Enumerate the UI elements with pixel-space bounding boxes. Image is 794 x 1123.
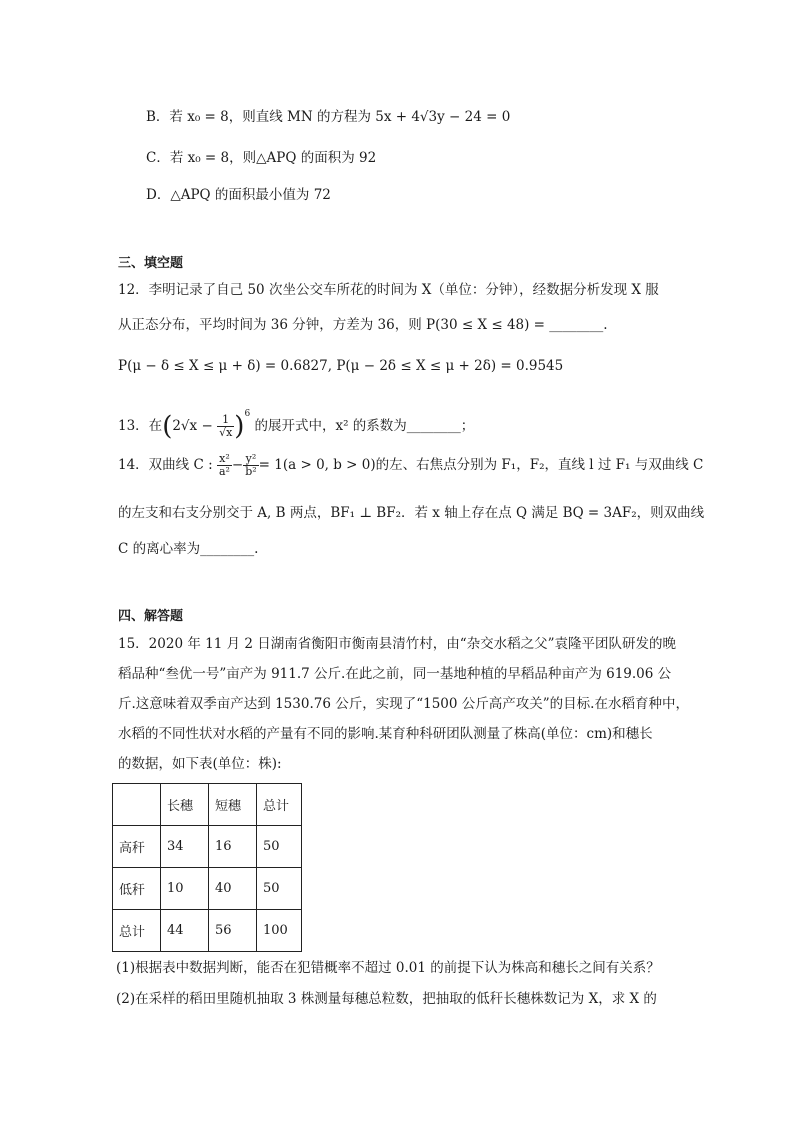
q13-prefix: 13．在: [118, 418, 163, 434]
table-cell: 高秆: [113, 826, 161, 868]
q13-fraction-den: √x: [219, 426, 233, 439]
table-row: [113, 868, 302, 910]
q14-fraction-y: [243, 453, 258, 478]
q14-line1: 14．双曲线 C : $\frac{\text{x²}}{\text{a²}}$ − $\frac{\text{y²}}{\text{b²}}$ = 1(a > 0, b > 0)的左、右焦点分别为 F₁，F₂，直线 l 过 F₁ 与双曲线 C: [118, 452, 704, 478]
q15-line1: 15．2020 年 11 月 2 日湖南省衡阳市衡南县清竹村，由“杂交水稻之父”袁隆平团队研发的晚: [118, 636, 677, 652]
q13: 13．在(2√x − $\frac{1}{√x}$ )$^6$ 的展开式中，x² 的系数为________；: [118, 409, 475, 442]
table-cell: 总计: [113, 910, 161, 952]
table-cell: 56: [209, 910, 257, 952]
table-cell: 44: [161, 910, 209, 952]
q15-line3: 斤.这意味着双季亩产达到 1530.76 公斤，实现了“1500 公斤高产攻关”的目标.在水稻育种中，: [118, 696, 689, 712]
q12-line3: P(μ − δ ≤ X ≤ μ + δ) = 0.6827, P(μ − 2δ ≤ X ≤ μ + 2δ) = 0.9545: [118, 358, 564, 374]
table-cell: 10: [161, 868, 209, 910]
table-row: [113, 826, 302, 868]
q13-fraction-num: 1: [217, 414, 234, 427]
section-title-answer: 四、解答题: [118, 609, 184, 624]
q13-suffix: 的展开式中，x² 的系数为________；: [254, 418, 475, 434]
table-cell: 50: [257, 826, 302, 868]
table-row: [113, 910, 302, 952]
q12-line1: 12．李明记录了自己 50 次坐公交车所花的时间为 X（单位：分钟），经数据分析发现 X 服: [118, 282, 659, 298]
q15-part1: (1)根据表中数据判断，能否在犯错概率不超过 0.01 的前提下认为株高和穗长之间有关系？: [116, 960, 660, 976]
q13-fraction: [217, 414, 234, 439]
q14-fraction-x: [217, 453, 232, 478]
table-cell: 低秆: [113, 868, 161, 910]
option-b: B．若 x₀ = 8，则直线 MN 的方程为 5x + 4√3y − 24 = 0: [146, 109, 511, 125]
q14-line1-prefix: 14．双曲线 C :: [118, 457, 213, 473]
q15-line2: 稻品种“叁优一号”亩产为 911.7 公斤.在此之前，同一基地种植的早稻品种亩产为 619.06 公: [118, 666, 672, 682]
q15-part2: (2)在采样的稻田里随机抽取 3 株测量每穗总粒数，把抽取的低秆长穗株数记为 X，求 X 的: [116, 991, 657, 1007]
q15-line4: 水稻的不同性状对水稻的产量有不同的影响.某育种科研团队测量了株高(单位：cm)和穗长: [118, 726, 653, 742]
table-cell: 40: [209, 868, 257, 910]
section-title-fill-in: 三、填空题: [118, 256, 184, 271]
option-c: C．若 x₀ = 8，则△APQ 的面积为 92: [146, 150, 377, 166]
q14-line1-suffix: = 1(a > 0, b > 0)的左、右焦点分别为 F₁，F₂，直线 l 过 F₁ 与双曲线 C: [258, 457, 704, 473]
table-cell: 100: [257, 910, 302, 952]
q14-fraction-x-den: a²: [218, 465, 230, 478]
table-header-cell: 长穗: [161, 784, 209, 826]
q12-line2: 从正态分布，平均时间为 36 分钟，方差为 36，则 P(30 ≤ X ≤ 48) = ________.: [118, 317, 608, 333]
q14-line2: 的左支和右支分别交于 A, B 两点，BF₁ ⊥ BF₂．若 x 轴上存在点 Q 满足 BQ = 3AF₂，则双曲线: [118, 505, 705, 521]
q14-fraction-y-den: b²: [245, 465, 257, 478]
q13-exponent: 6: [244, 409, 251, 419]
table-cell: 16: [209, 826, 257, 868]
table-header-cell: 短穗: [209, 784, 257, 826]
q13-base: 2√x −: [172, 418, 213, 434]
option-d: D．△APQ 的面积最小值为 72: [146, 187, 331, 203]
q14-fraction-y-num: y²: [243, 453, 258, 466]
table-header-cell: 总计: [257, 784, 302, 826]
table-header-row: [113, 784, 302, 826]
q15-line5: 的数据，如下表(单位：株):: [118, 756, 282, 772]
q14-fraction-x-num: x²: [217, 453, 232, 466]
table-header-cell: [113, 784, 161, 826]
table-cell: 34: [161, 826, 209, 868]
table-cell: 50: [257, 868, 302, 910]
data-table: [112, 783, 302, 952]
q14-line3: C 的离心率为________.: [118, 541, 259, 557]
